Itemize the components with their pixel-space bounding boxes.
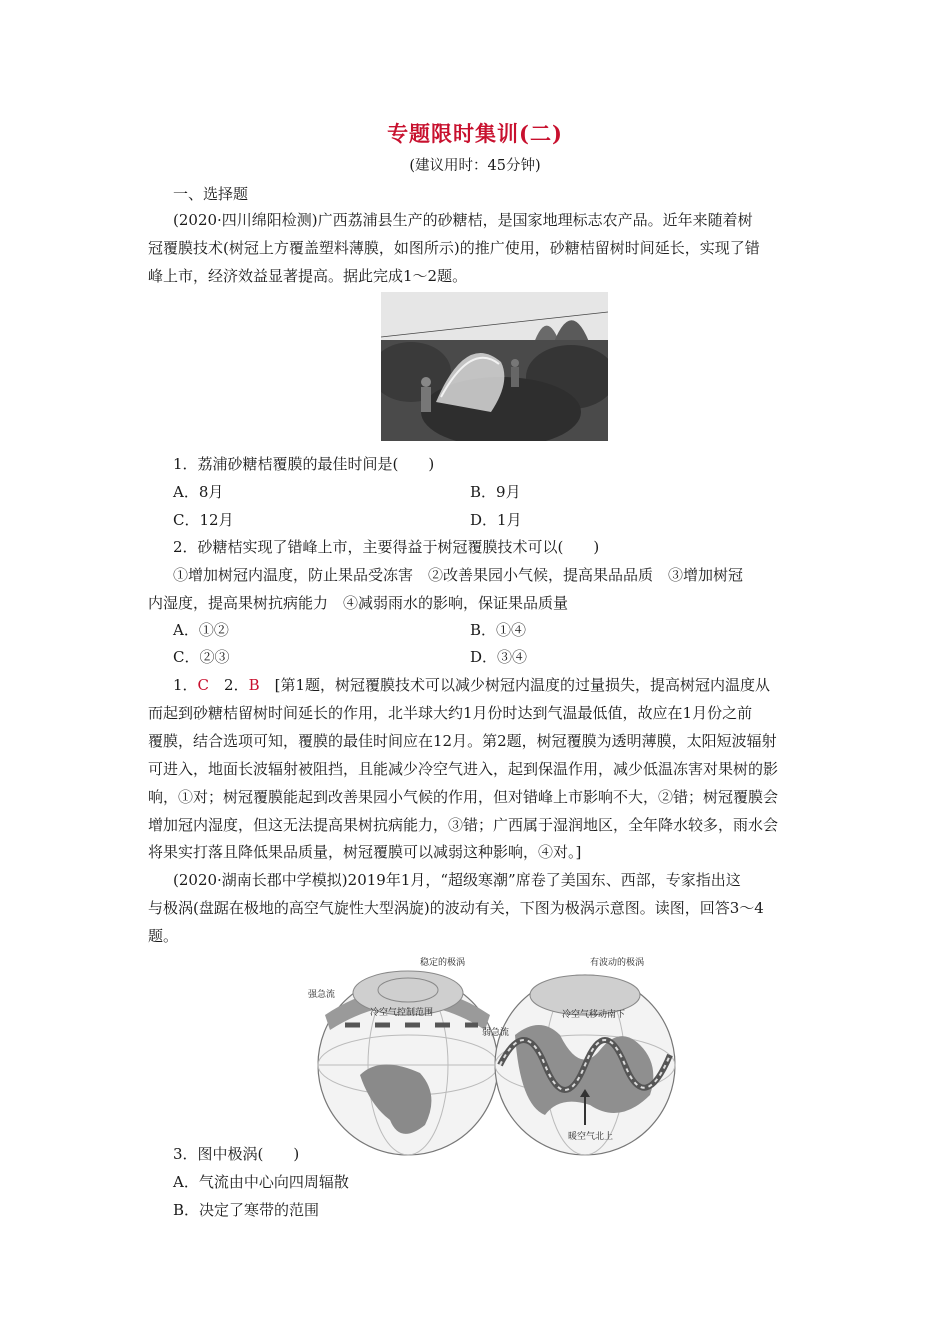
answer-prefix1: 1．: [173, 676, 198, 694]
intro1-line3: 峰上市，经济效益显著提高。据此完成1～2题。: [148, 267, 468, 285]
intro1-line2: 冠覆膜技术(树冠上方覆盖塑料薄膜，如图所示)的推广使用，砂糖桔留树时间延长，实现了错: [148, 239, 760, 257]
intro2-line3: 题。: [148, 927, 179, 945]
answer-line4: 可进入，地面长波辐射被阻挡，且能减少冷空气进入，起到保温作用，减少低温冻害对果树的影: [148, 760, 779, 778]
orchard-photo: [381, 292, 608, 441]
q2-option-b: B．①④: [470, 621, 527, 639]
right-title-label: 有波动的极涡: [590, 958, 645, 968]
weak-jet-label: 弱急流: [482, 1028, 510, 1038]
q2-option-d: D．③④: [470, 648, 528, 666]
cold-air-south-label: 冷空气移动南下: [562, 1010, 626, 1020]
time-suggestion: (建议用时：45分钟): [409, 158, 541, 174]
section-heading: 一、选择题: [173, 185, 249, 203]
answer-line2: 而起到砂糖桔留树时间延长的作用，北半球大约1月份时达到气温最低值，故应在1月份之前: [148, 704, 753, 722]
intro1-line1: (2020·四川绵阳检测)广西荔浦县生产的砂糖桔，是国家地理标志农产品。近年来随着树: [173, 211, 753, 229]
answer-prefix2: 2．: [209, 676, 249, 694]
strong-jet-label: 强急流: [308, 990, 336, 1000]
answer-q2: B: [248, 676, 260, 694]
q3-option-b: B．决定了寒带的范围: [173, 1201, 320, 1219]
q1-option-b: B．9月: [470, 483, 521, 501]
answer-q1: C: [197, 676, 210, 694]
answer-line5: 响，①对；树冠覆膜能起到改善果园小气候的作用，但对错峰上市影响不大，②错；树冠覆膜会: [148, 788, 779, 806]
q2-statement-line2: 内湿度，提高果树抗病能力 ④减弱雨水的影响，保证果品质量: [148, 594, 569, 612]
stable-vortex-globe: [308, 956, 498, 1155]
wavy-vortex-globe: [482, 956, 675, 1155]
q3-stem: 3．图中极涡( ): [173, 1145, 300, 1163]
q2-option-a: A．①②: [173, 621, 229, 639]
page-title: 专题限时集训(二): [387, 121, 563, 146]
q1-option-c: C．12月: [173, 511, 234, 529]
q3-option-a: A．气流由中心向四周辐散: [173, 1173, 349, 1191]
left-title-label: 稳定的极涡: [420, 958, 466, 968]
q2-statement-line1: ①增加树冠内温度，防止果品受冻害 ②改善果园小气候，提高果品品质 ③增加树冠: [173, 566, 744, 584]
answer-line1: [173, 674, 813, 696]
q1-option-d: D．1月: [470, 511, 522, 529]
q2-stem: 2．砂糖桔实现了错峰上市，主要得益于树冠覆膜技术可以( ): [173, 538, 600, 556]
answer-line6: 增加冠内湿度，但这无法提高果树抗病能力，③错；广西属于湿润地区，全年降水较多，雨水会: [148, 816, 779, 834]
intro2-line2: 与极涡(盘踞在极地的高空气旋性大型涡旋)的波动有关，下图为极涡示意图。读图，回答3～4: [148, 899, 764, 917]
polar-vortex-diagram: [300, 955, 680, 1160]
cold-air-range-label: 冷空气控制范围: [370, 1008, 434, 1018]
intro2-line1: (2020·湖南长郡中学模拟)2019年1月，“超级寒潮”席卷了美国东、西部，专家指出这: [173, 871, 741, 889]
warm-air-north-label: 暖空气北上: [568, 1132, 614, 1142]
q1-stem: 1．荔浦砂糖桔覆膜的最佳时间是( ): [173, 455, 435, 473]
answer-explanation-start: [第1题，树冠覆膜技术可以减少树冠内温度的过量损失，提高树冠内温度从: [259, 676, 771, 694]
q1-option-a: A．8月: [173, 483, 224, 501]
answer-line3: 覆膜，结合选项可知，覆膜的最佳时间应在12月。第2题，树冠覆膜为透明薄膜，太阳短波辐射: [148, 732, 777, 750]
answer-line7: 将果实打落且降低果品质量，树冠覆膜可以减弱这种影响，④对。]: [148, 843, 582, 861]
q2-option-c: C．②③: [173, 648, 230, 666]
